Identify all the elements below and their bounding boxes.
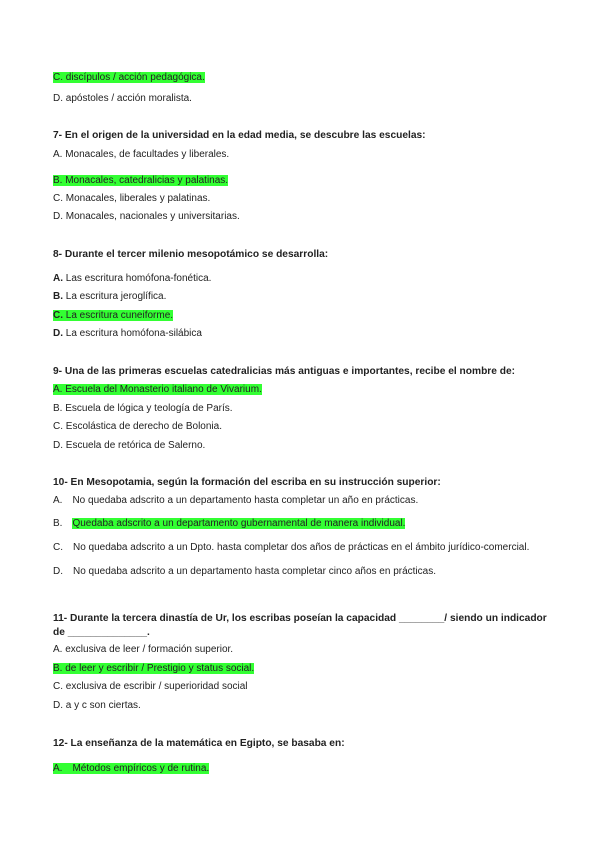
answer-option-b: B. Escuela de lógica y teología de París. <box>53 403 233 414</box>
answer-option-c: C. exclusiva de escribir / superioridad social <box>53 681 248 692</box>
answer-option-b <box>53 662 254 675</box>
correct-answer-highlight: A. Escuela del Monasterio italiano de Vivarium. <box>53 384 262 395</box>
question-12: 12- La enseñanza de la matemática en Egipto, se basaba en: <box>53 738 345 749</box>
answer-option-b <box>53 174 228 187</box>
answer-option-d: D. No quedaba adscrito a un departamento hasta completar cinco años en prácticas. <box>53 566 436 577</box>
answer-option-d: D. La escritura homófona-silábica <box>53 328 202 339</box>
correct-answer-highlight: B. de leer y escribir / Prestigio y status social. <box>53 663 255 674</box>
answer-option-a: A. No quedaba adscrito a un departamento hasta completar un año en prácticas. <box>53 495 419 506</box>
answer-option-c: C. Escolástica de derecho de Bolonia. <box>53 421 222 432</box>
answer-option-a: A. Monacales, de facultades y liberales. <box>53 149 230 160</box>
answer-option-d: D. Monacales, nacionales y universitarias. <box>53 211 240 222</box>
answer-option-a <box>53 383 262 396</box>
answer-option-b: B. Quedaba adscrito a un departamento gubernamental de manera individual. <box>53 518 406 529</box>
answer-option-c: C. Monacales, liberales y palatinas. <box>53 193 211 204</box>
question-11: 11- Durante la tercera dinastía de Ur, los escribas poseían la capacidad ________/ siendo un indicador <box>53 613 547 624</box>
question-8: 8- Durante el tercer milenio mesopotámico se desarrolla: <box>53 249 329 260</box>
correct-answer-highlight: A. Métodos empíricos y de rutina. <box>53 763 210 774</box>
answer-option-c: C. No quedaba adscrito a un Dpto. hasta completar dos años de prácticas en el ámbito jurídico-comercial. <box>53 542 530 553</box>
answer-option-b: B. La escritura jeroglífica. <box>53 291 167 302</box>
answer-option-d: D. a y c son ciertas. <box>53 700 141 711</box>
question-11-continuation: de ______________. <box>53 627 150 638</box>
correct-answer-highlight: C. La escritura cuneiforme. <box>53 310 174 321</box>
answer-option-c <box>53 71 205 84</box>
answer-option-d: D. Escuela de retórica de Salerno. <box>53 440 206 451</box>
answer-option-c <box>53 309 173 322</box>
correct-answer-highlight: Quedaba adscrito a un departamento gubernamental de manera individual. <box>72 518 406 529</box>
answer-option-a <box>53 762 209 775</box>
question-9: 9- Una de las primeras escuelas catedralicias más antiguas e importantes, recibe el nombre de: <box>53 366 516 377</box>
answer-option-a: A. Las escritura homófona-fonética. <box>53 273 212 284</box>
answer-option-a: A. exclusiva de leer / formación superior. <box>53 644 234 655</box>
correct-answer-highlight: C. discípulos / acción pedagógica. <box>53 72 205 83</box>
question-7: 7- En el origen de la universidad en la edad media, se descubre las escuelas: <box>53 130 426 141</box>
question-10: 10- En Mesopotamia, según la formación del escriba en su instrucción superior: <box>53 477 441 488</box>
answer-option-d: D. apóstoles / acción moralista. <box>53 93 192 104</box>
correct-answer-highlight: B. Monacales, catedralicias y palatinas. <box>53 175 229 186</box>
